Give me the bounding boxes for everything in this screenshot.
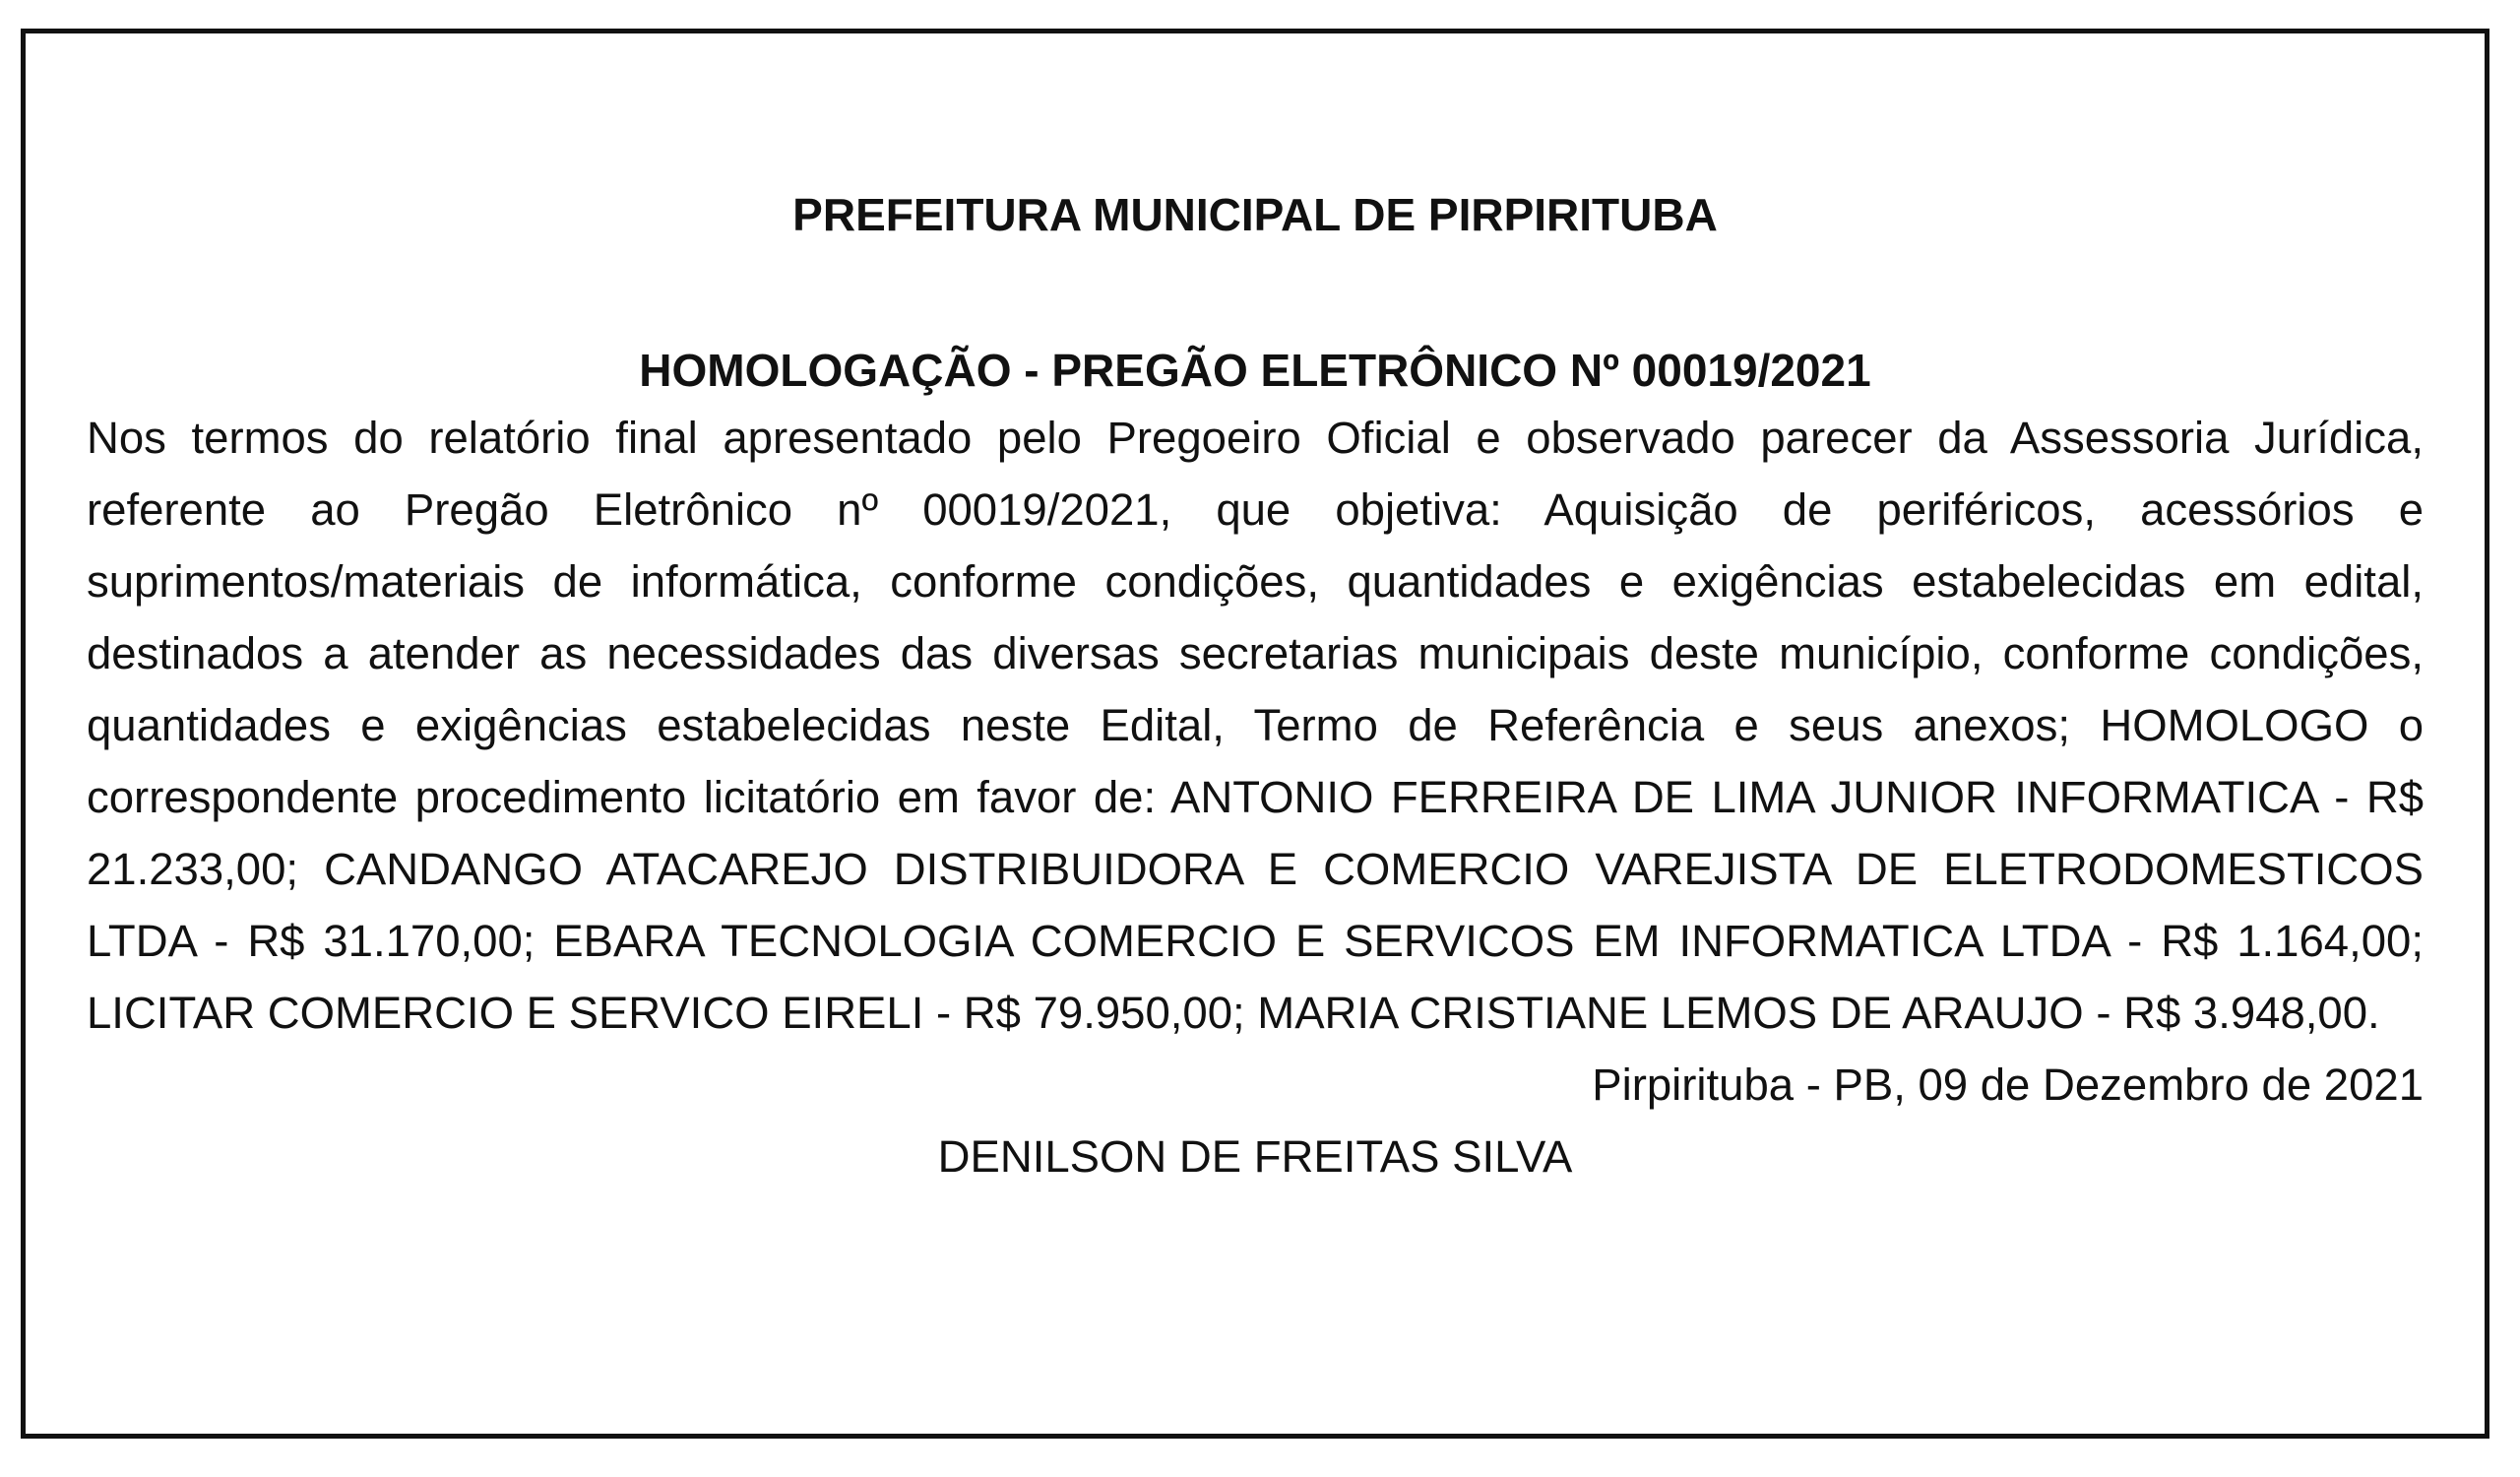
signatory-name: DENILSON DE FREITAS SILVA	[937, 1131, 1573, 1182]
document-title: HOMOLOGAÇÃO - PREGÃO ELETRÔNICO Nº 00019/2021	[639, 345, 1871, 396]
notice-content	[87, 183, 2424, 1192]
place-date: Pirpirituba - PB, 09 de Dezembro de 2021	[1592, 1060, 2424, 1110]
issuer-heading: PREFEITURA MUNICIPAL DE PIRPIRITUBA	[792, 189, 1718, 240]
notice-frame	[21, 29, 2489, 1439]
notice-body: Nos termos do relatório final apresentado pelo Pregoeiro Oficial e observado parecer da Assessoria Jurídica, referente ao Pregão Eletrônico nº 00019/2021, que objetiva: Aquisição de periféricos, acessórios e suprimentos/materiais de informática, conforme condições, quantidades e exigências estabelecidas em edital, destinados a atender as necessidades das diversas secretarias municipais deste município, conforme condições, quantidades e exigências estabelecidas neste Edital, Termo de Referência e seus anexos; HOMOLOGO o correspondente procedimento licitatório em favor de: ANTONIO FERREIRA DE LIMA JUNIOR INFORMATICA - R$ 21.233,00; CANDANGO ATACAREJO DISTRIBUIDORA E COMERCIO VAREJISTA DE ELETRODOMESTICOS LTDA - R$ 31.170,00; EBARA TECNOLOGIA COMERCIO E SERVICOS EM INFORMATICA LTDA - R$ 1.164,00; LICITAR COMERCIO E SERVICO EIRELI - R$ 79.950,00; MARIA CRISTIANE LEMOS DE ARAUJO - R$ 3.948,00.	[87, 413, 2424, 1038]
